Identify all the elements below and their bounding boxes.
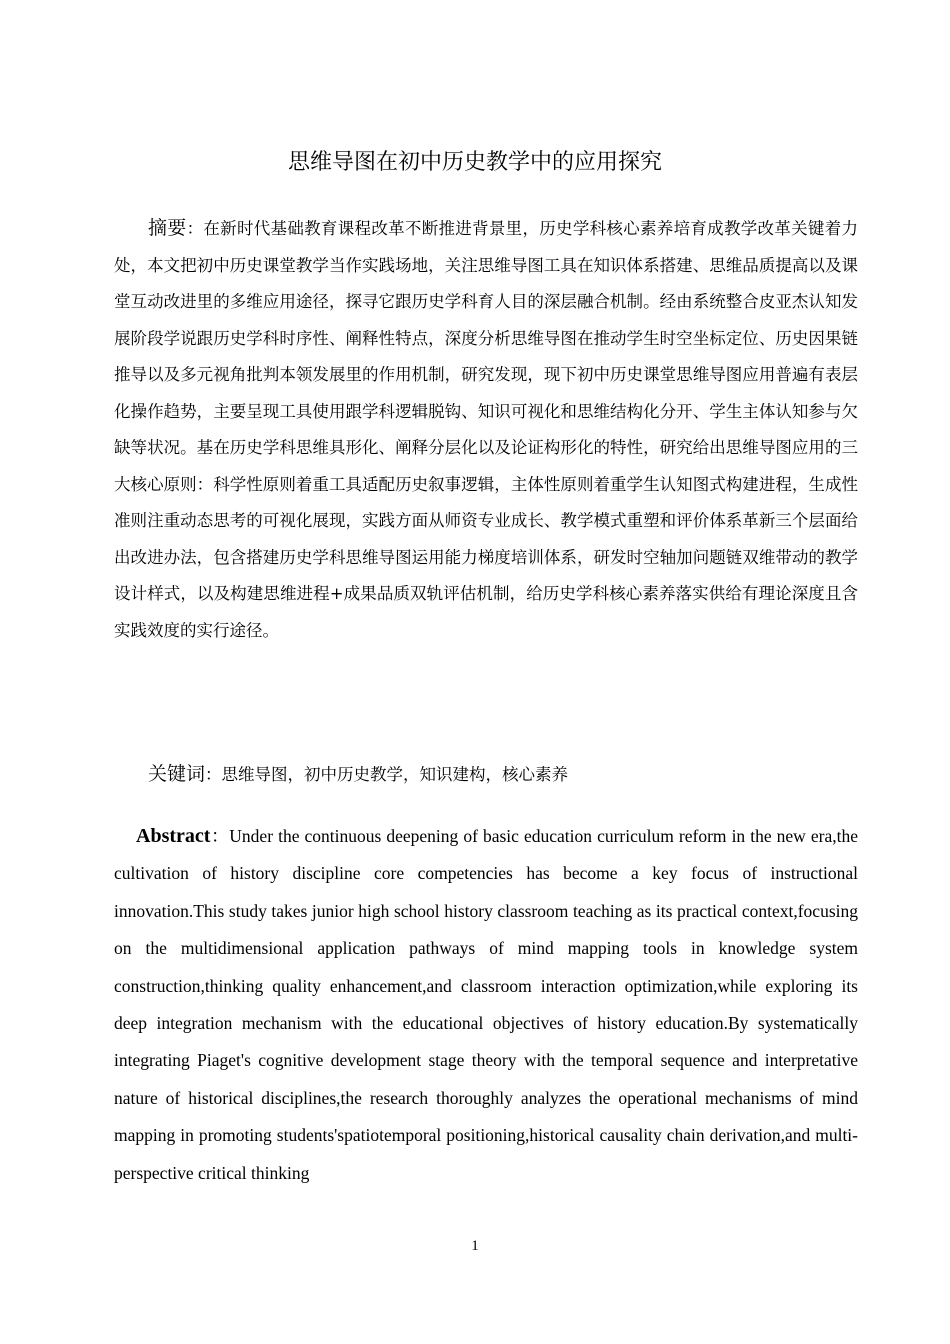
chinese-keywords-text: 思维导图，初中历史教学，知识建构，核心素养 xyxy=(221,765,569,784)
chinese-abstract xyxy=(114,210,858,649)
chinese-keywords-colon: ： xyxy=(205,765,222,784)
chinese-abstract-text: 在新时代基础教育课程改革不断推进背景里，历史学科核心素养培育成教学改革关键着力处，本文把初中历史课堂教学当作实践场地，关注思维导图工具在知识体系搭建、思维品质提高以及课堂互动改进里的多维应用途径，探寻它跟历史学科育人目的深层融合机制。经由系统整合皮亚杰认知发展阶段学说跟历史学科时序性、阐释性特点，深度分析思维导图在推动学生时空坐标定位、历史因果链推导以及多元视角批判本领发展里的作用机制，研究发现，现下初中历史课堂思维导图应用普遍有表层化操作趋势，主要呈现工具使用跟学科逻辑脱钩、知识可视化和思维结构化分开、学生主体认知参与欠缺等状况。基在历史学科思维具形化、阐释分层化以及论证构形化的特性，研究给出思维导图应用的三大核心原则：科学性原则着重工具适配历史叙事逻辑，主体性原则着重学生认知图式构建进程，生成性准则注重动态思考的可视化展现，实践方面从师资专业成长、教学模式重塑和评价体系革新三个层面给出改进办法，包含搭建历史学科思维导图运用能力梯度培训体系，研发时空轴加问题链双维带动的教学设计样式，以及构建思维进程+成果品质双轨评估机制，给历史学科核心素养落实供给有理论深度且含实践效度的实行途径。 xyxy=(114,219,858,640)
english-abstract xyxy=(114,818,858,1192)
page-number: 1 xyxy=(471,1238,479,1254)
chinese-keywords-label: 关键词 xyxy=(148,763,206,785)
english-abstract-text: Under the continuous deepening of basic education curriculum reform in the new era,the cultivation of history discipline core competencies has become a key focus of instructional innovation.This study takes junior high school history classroom teaching as its practical context,focusing on the multidimensional application pathways of mind mapping tools in knowledge system construction,thinking quality enhancement,and classroom interaction optimization,while exploring its deep integration mechanism with the educational objectives of history education.By systematically integrating Piaget's cognitive development stage theory with the temporal sequence and interpretative nature of historical disciplines,the research thoroughly analyzes the operational mechanisms of mind mapping in promoting students'spatiotemporal positioning,historical causality chain derivation,and multi-perspective critical thinking xyxy=(114,826,858,1183)
chinese-abstract-label: 摘要 xyxy=(148,217,187,239)
english-abstract-label: Abstract xyxy=(136,825,211,847)
chinese-abstract-colon: ： xyxy=(186,219,204,238)
chinese-keywords xyxy=(114,758,858,791)
document-title: 思维导图在初中历史教学中的应用探究 xyxy=(287,150,662,175)
english-abstract-colon: ： xyxy=(210,826,230,846)
